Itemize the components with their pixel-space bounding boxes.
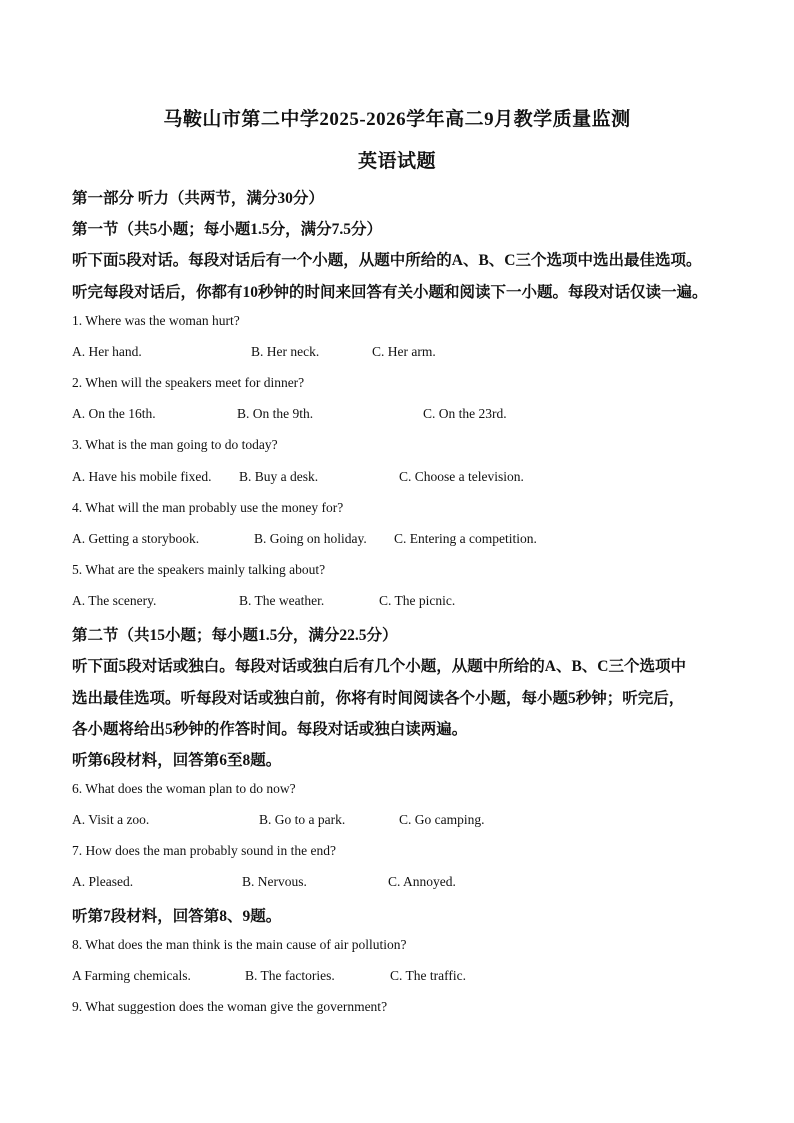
question-2-option-a: A. On the 16th. <box>72 406 156 421</box>
part1-heading: 第一部分 听力（共两节，满分30分） <box>72 190 324 207</box>
question-5-option-a: A. The scenery. <box>72 593 157 608</box>
question-6-option-b: B. Go to a park. <box>259 812 346 827</box>
question-1-option-c: C. Her arm. <box>372 344 436 359</box>
question-3-option-b: B. Buy a desk. <box>239 469 319 484</box>
question-5: 5. What are the speakers mainly talking about? <box>72 562 326 577</box>
question-5-option-b: B. The weather. <box>239 593 325 608</box>
question-7: 7. How does the man probably sound in the end? <box>72 843 336 858</box>
section1-heading: 第一节（共5小题；每小题1.5分，满分7.5分） <box>72 221 383 238</box>
question-7-option-b: B. Nervous. <box>242 874 307 889</box>
question-2: 2. When will the speakers meet for dinner? <box>72 375 305 390</box>
material-6-heading: 听第6段材料，回答第6至8题。 <box>72 752 282 769</box>
question-2-option-b: B. On the 9th. <box>237 406 314 421</box>
question-4: 4. What will the man probably use the money for? <box>72 500 344 515</box>
section2-heading: 第二节（共15小题；每小题1.5分，满分22.5分） <box>72 627 398 644</box>
question-4-option-b: B. Going on holiday. <box>254 531 367 546</box>
exam-subtitle: 英语试题 <box>357 151 436 172</box>
question-3-option-c: C. Choose a television. <box>399 469 524 484</box>
question-3-option-a: A. Have his mobile fixed. <box>72 469 212 484</box>
question-2-option-c: C. On the 23rd. <box>423 406 507 421</box>
question-8: 8. What does the man think is the main cause of air pollution? <box>72 937 407 952</box>
question-8-option-b: B. The factories. <box>245 968 335 983</box>
question-9: 9. What suggestion does the woman give the government? <box>72 999 388 1014</box>
section1-instruction-2: 听完每段对话后，你都有10秒钟的时间来回答有关小题和阅读下一小题。每段对话仅读一遍。 <box>72 284 708 301</box>
material-7-heading: 听第7段材料，回答第8、9题。 <box>72 908 282 925</box>
exam-title: 马鞍山市第二中学2025-2026学年高二9月教学质量监测 <box>163 109 631 130</box>
question-1-option-a: A. Her hand. <box>72 344 142 359</box>
question-6-option-c: C. Go camping. <box>399 812 485 827</box>
question-1: 1. Where was the woman hurt? <box>72 313 240 328</box>
section2-instruction-2: 选出最佳选项。听每段对话或独白前，你将有时间阅读各个小题，每小题5秒钟；听完后， <box>72 690 685 707</box>
question-8-option-a: A Farming chemicals. <box>72 968 191 983</box>
question-6-option-a: A. Visit a zoo. <box>72 812 150 827</box>
question-3: 3. What is the man going to do today? <box>72 437 278 452</box>
question-4-option-a: A. Getting a storybook. <box>72 531 200 546</box>
question-1-option-b: B. Her neck. <box>251 344 320 359</box>
question-6: 6. What does the woman plan to do now? <box>72 781 296 796</box>
question-7-option-c: C. Annoyed. <box>388 874 456 889</box>
question-5-option-c: C. The picnic. <box>379 593 456 608</box>
section2-instruction-3: 各小题将给出5秒钟的作答时间。每段对话或独白读两遍。 <box>72 721 468 738</box>
section1-instruction-1: 听下面5段对话。每段对话后有一个小题，从题中所给的A、B、C三个选项中选出最佳选项。 <box>72 252 702 269</box>
question-4-option-c: C. Entering a competition. <box>394 531 537 546</box>
section2-instruction-1: 听下面5段对话或独白。每段对话或独白后有几个小题，从题中所给的A、B、C三个选项中 <box>72 658 686 675</box>
question-8-option-c: C. The traffic. <box>390 968 466 983</box>
question-7-option-a: A. Pleased. <box>72 874 134 889</box>
